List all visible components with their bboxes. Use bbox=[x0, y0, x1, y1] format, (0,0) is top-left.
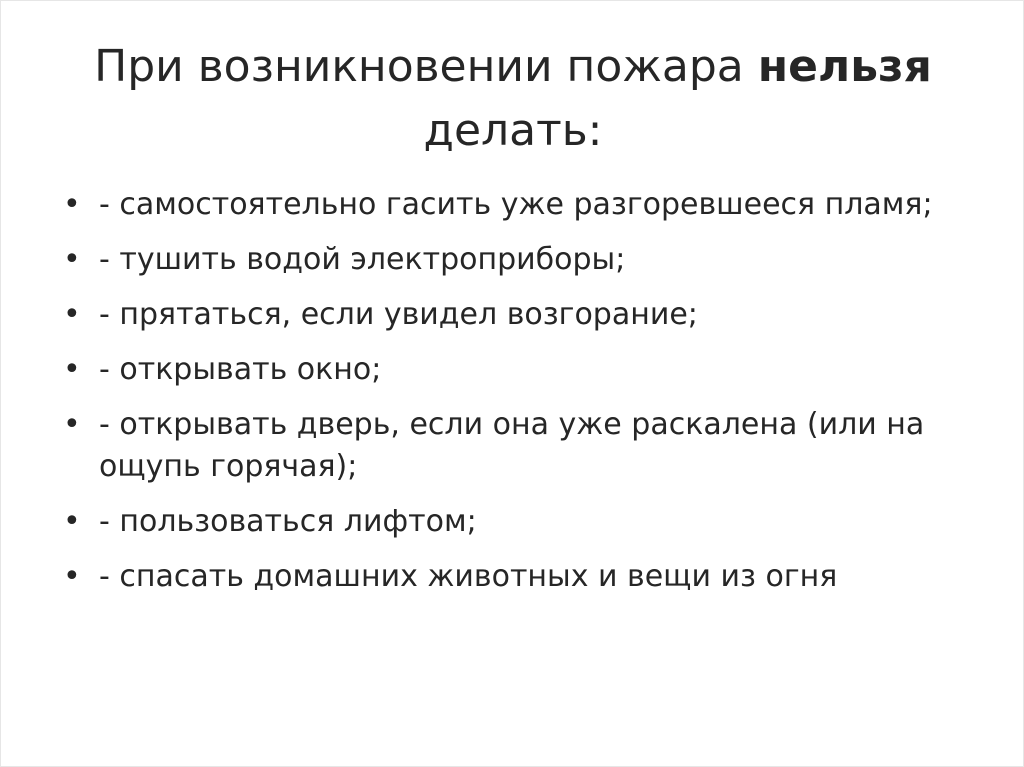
list-item bbox=[63, 184, 963, 226]
bullet-list bbox=[63, 184, 963, 611]
list-item-text: - прятаться, если увидел возгорание; bbox=[99, 297, 698, 332]
list-item bbox=[63, 404, 963, 488]
list-item-text: - открывать дверь, если она уже раскалена (или на ощупь горячая); bbox=[99, 407, 925, 484]
bullet-icon: • bbox=[63, 297, 81, 332]
list-item bbox=[63, 501, 963, 543]
list-item bbox=[63, 349, 963, 391]
bullet-icon: • bbox=[63, 407, 81, 442]
list-item bbox=[63, 294, 963, 336]
title-bold-text: нельзя bbox=[757, 41, 932, 92]
list-item-text: - открывать окно; bbox=[99, 352, 382, 387]
bullet-icon: • bbox=[63, 504, 81, 539]
bullet-icon: • bbox=[63, 352, 81, 387]
list-item bbox=[63, 556, 963, 598]
list-item-text: - тушить водой электроприборы; bbox=[99, 242, 626, 277]
bullet-icon: • bbox=[63, 187, 81, 222]
list-item-text: - пользоваться лифтом; bbox=[99, 504, 477, 539]
bullet-icon: • bbox=[63, 559, 81, 594]
title-regular-text: При возникновении пожара bbox=[94, 41, 758, 92]
list-item-text: - самостоятельно гасить уже разгоревшееся пламя; bbox=[99, 187, 933, 222]
list-item-text: - спасать домашних животных и вещи из огня bbox=[99, 559, 838, 594]
bullet-icon: • bbox=[63, 242, 81, 277]
title-second-line: делать: bbox=[423, 105, 603, 156]
slide-title bbox=[41, 35, 985, 163]
list-item bbox=[63, 239, 963, 281]
